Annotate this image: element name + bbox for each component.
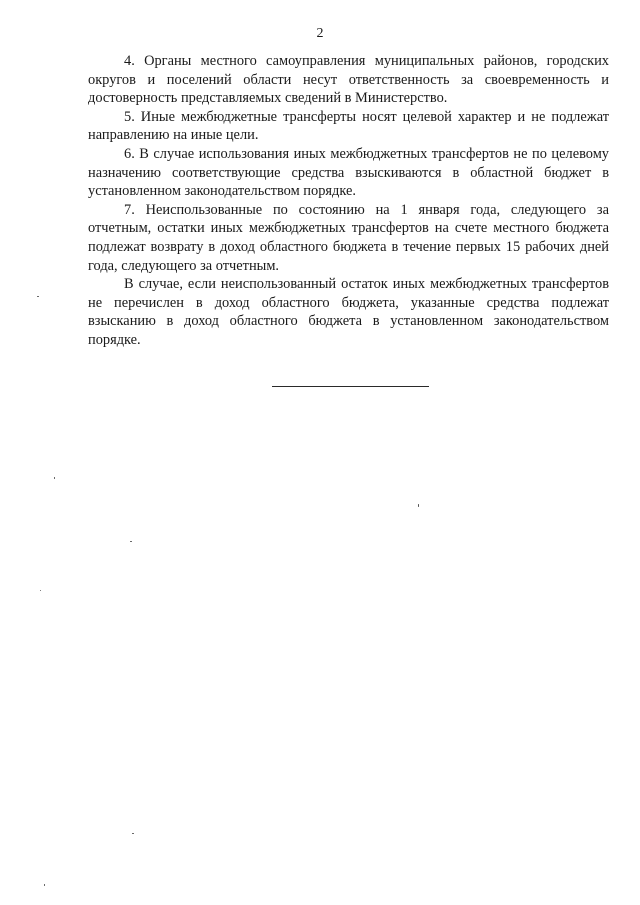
paragraph-item-7: 7. Неиспользованные по состоянию на 1 января года, следующего за отчетным, остатки иных межбюджетных трансфертов на счете местного бюджета подлежат возврату в доход областного бюджета в течение первых 15 рабочих дней года, следующего за отчетным. [88,201,609,274]
end-divider-line [272,386,429,387]
page-number: 2 [316,26,324,41]
scan-speck [132,833,134,834]
scan-speck [40,590,41,591]
scan-speck [54,477,55,479]
paragraph-item-6: 6. В случае использования иных межбюджетных трансфертов не по целевому назначению соответствующие средства взыскиваются в областной бюджет в установленном законодательством порядке. [88,145,609,200]
paragraph-item-5: 5. Иные межбюджетные трансферты носят целевой характер и не подлежат направлению на иные цели. [88,108,609,144]
document-body [88,52,609,350]
paragraph-item-7-continuation: В случае, если неиспользованный остаток иных межбюджетных трансфертов не перечислен в доход областного бюджета, указанные средства подлежат взысканию в доход областного бюджета в установленном законодательством порядке. [88,276,609,348]
paragraph-item-4: 4. Органы местного самоуправления муниципальных районов, городских округов и поселений области несут ответственность за своевременность и достоверность представляемых сведений в Министерство. [88,53,609,107]
scan-speck [130,541,132,542]
scan-speck [418,504,419,507]
scan-speck [44,884,45,886]
scan-speck [37,296,39,297]
